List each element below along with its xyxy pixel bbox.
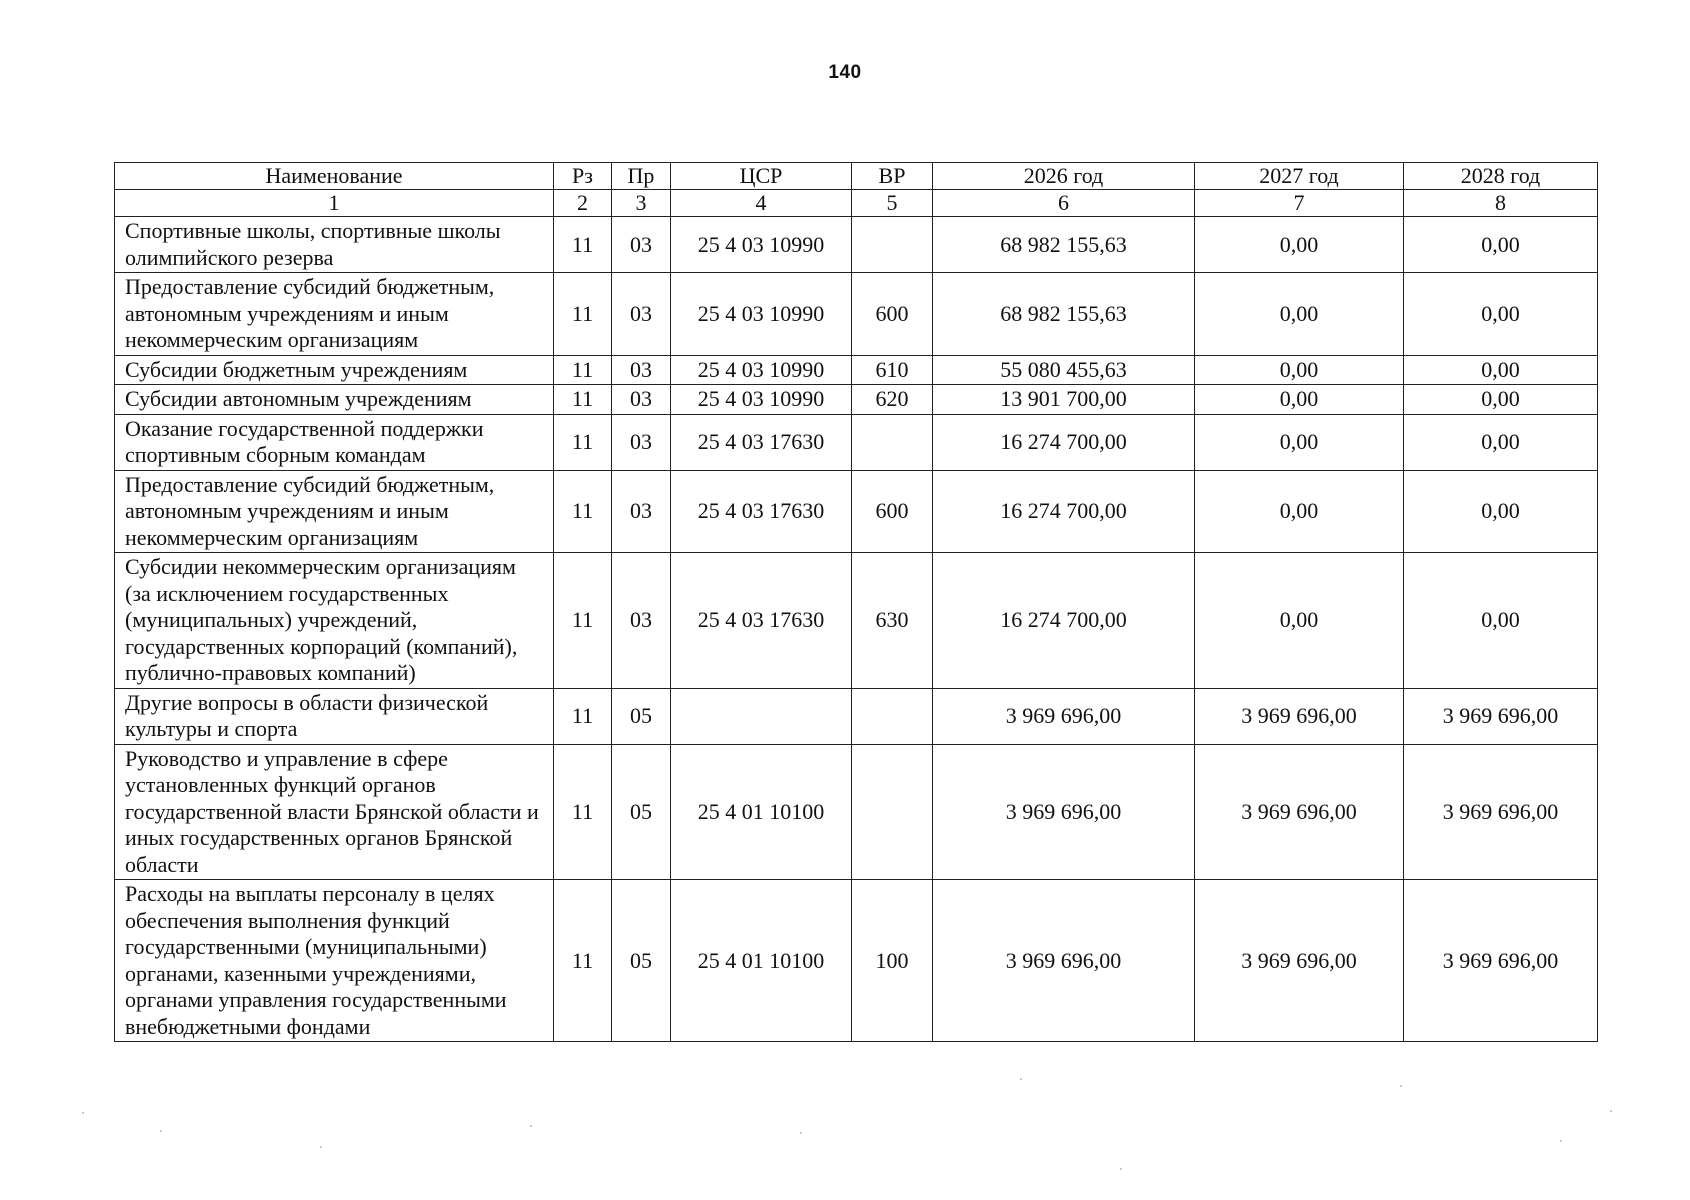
- header-pr: Пр: [612, 163, 671, 190]
- column-number: 7: [1195, 190, 1404, 217]
- row-pr: 05: [612, 744, 671, 880]
- row-amount-2026: 68 982 155,63: [933, 217, 1195, 273]
- row-vr: 600: [852, 470, 933, 553]
- row-vr: [852, 217, 933, 273]
- table-row: [115, 470, 1598, 553]
- row-amount-2027: 0,00: [1195, 355, 1404, 385]
- row-name: Руководство и управление в сфере установленных функций органов государственной власти Брянской области и иных государственных органов Брянской области: [115, 744, 554, 880]
- row-name: Предоставление субсидий бюджетным, автономным учреждениям и иным некоммерческим организациям: [115, 273, 554, 356]
- row-amount-2026: 3 969 696,00: [933, 688, 1195, 744]
- table-row: [115, 355, 1598, 385]
- header-row: [115, 163, 1598, 190]
- row-pr: 05: [612, 880, 671, 1042]
- row-amount-2027: 3 969 696,00: [1195, 688, 1404, 744]
- row-vr: 100: [852, 880, 933, 1042]
- scan-speck: [1560, 1140, 1562, 1142]
- row-pr: 03: [612, 470, 671, 553]
- row-amount-2028: 3 969 696,00: [1404, 744, 1598, 880]
- row-amount-2028: 0,00: [1404, 273, 1598, 356]
- table-row: [115, 744, 1598, 880]
- header-2027: 2027 год: [1195, 163, 1404, 190]
- row-csr: 25 4 01 10100: [671, 744, 852, 880]
- row-amount-2026: 13 901 700,00: [933, 385, 1195, 415]
- row-amount-2028: 0,00: [1404, 385, 1598, 415]
- table-row: [115, 385, 1598, 415]
- table-row: [115, 414, 1598, 470]
- row-rz: 11: [554, 880, 612, 1042]
- row-pr: 03: [612, 355, 671, 385]
- scan-speck: [160, 1130, 162, 1132]
- column-number: 8: [1404, 190, 1598, 217]
- row-vr: 610: [852, 355, 933, 385]
- row-pr: 03: [612, 553, 671, 689]
- row-pr: 03: [612, 385, 671, 415]
- table-row: [115, 688, 1598, 744]
- row-amount-2026: 3 969 696,00: [933, 880, 1195, 1042]
- scan-speck: [800, 1132, 802, 1134]
- row-rz: 11: [554, 385, 612, 415]
- row-csr: 25 4 03 17630: [671, 553, 852, 689]
- header-2028: 2028 год: [1404, 163, 1598, 190]
- row-rz: 11: [554, 217, 612, 273]
- row-rz: 11: [554, 273, 612, 356]
- row-rz: 11: [554, 414, 612, 470]
- row-csr: 25 4 03 10990: [671, 217, 852, 273]
- row-amount-2028: 3 969 696,00: [1404, 880, 1598, 1042]
- row-vr: 620: [852, 385, 933, 415]
- column-number-row: [115, 190, 1598, 217]
- row-vr: 630: [852, 553, 933, 689]
- column-number: 6: [933, 190, 1195, 217]
- scan-speck: [1120, 1168, 1122, 1170]
- column-number: 1: [115, 190, 554, 217]
- row-name: Расходы на выплаты персоналу в целях обеспечения выполнения функций государственными (муниципальными) органами, казенными учреждениями, органами управления государственными внебюджетными фондами: [115, 880, 554, 1042]
- row-name: Оказание государственной поддержки спортивным сборным командам: [115, 414, 554, 470]
- row-csr: 25 4 01 10100: [671, 880, 852, 1042]
- row-csr: 25 4 03 17630: [671, 414, 852, 470]
- row-amount-2028: 0,00: [1404, 553, 1598, 689]
- row-amount-2027: 3 969 696,00: [1195, 880, 1404, 1042]
- row-amount-2027: 0,00: [1195, 470, 1404, 553]
- row-pr: 03: [612, 414, 671, 470]
- header-rz: Рз: [554, 163, 612, 190]
- scan-speck: [82, 1112, 84, 1114]
- table-row: [115, 880, 1598, 1042]
- row-vr: 600: [852, 273, 933, 356]
- row-rz: 11: [554, 688, 612, 744]
- row-amount-2026: 3 969 696,00: [933, 744, 1195, 880]
- row-amount-2026: 16 274 700,00: [933, 470, 1195, 553]
- row-csr: [671, 688, 852, 744]
- row-name: Субсидии некоммерческим организациям (за исключением государственных (муниципальных) учреждений, государственных корпораций (компаний), публично-правовых компаний): [115, 553, 554, 689]
- row-amount-2028: 0,00: [1404, 355, 1598, 385]
- row-amount-2026: 55 080 455,63: [933, 355, 1195, 385]
- scan-speck: [530, 1125, 532, 1127]
- column-number: 4: [671, 190, 852, 217]
- row-csr: 25 4 03 10990: [671, 273, 852, 356]
- row-vr: [852, 688, 933, 744]
- row-amount-2026: 16 274 700,00: [933, 553, 1195, 689]
- scan-speck: [320, 1146, 322, 1148]
- row-rz: 11: [554, 470, 612, 553]
- row-pr: 03: [612, 273, 671, 356]
- row-amount-2026: 68 982 155,63: [933, 273, 1195, 356]
- table-row: [115, 553, 1598, 689]
- row-pr: 05: [612, 688, 671, 744]
- row-amount-2027: 0,00: [1195, 414, 1404, 470]
- row-name: Спортивные школы, спортивные школы олимпийского резерва: [115, 217, 554, 273]
- row-amount-2028: 3 969 696,00: [1404, 688, 1598, 744]
- scan-speck: [1400, 1085, 1402, 1087]
- row-amount-2028: 0,00: [1404, 470, 1598, 553]
- row-name: Субсидии автономным учреждениям: [115, 385, 554, 415]
- row-amount-2027: 0,00: [1195, 217, 1404, 273]
- row-csr: 25 4 03 17630: [671, 470, 852, 553]
- column-number: 3: [612, 190, 671, 217]
- budget-table: [114, 162, 1598, 1042]
- row-rz: 11: [554, 355, 612, 385]
- column-number: 5: [852, 190, 933, 217]
- table-row: [115, 217, 1598, 273]
- scan-speck: [1610, 1110, 1612, 1112]
- header-name: Наименование: [115, 163, 554, 190]
- row-amount-2027: 0,00: [1195, 385, 1404, 415]
- row-amount-2028: 0,00: [1404, 414, 1598, 470]
- row-amount-2028: 0,00: [1404, 217, 1598, 273]
- row-amount-2027: 0,00: [1195, 273, 1404, 356]
- row-amount-2027: 3 969 696,00: [1195, 744, 1404, 880]
- page-number: 140: [828, 62, 862, 83]
- header-vr: ВР: [852, 163, 933, 190]
- row-rz: 11: [554, 744, 612, 880]
- header-2026: 2026 год: [933, 163, 1195, 190]
- row-vr: [852, 744, 933, 880]
- row-name: Предоставление субсидий бюджетным, автономным учреждениям и иным некоммерческим организациям: [115, 470, 554, 553]
- row-csr: 25 4 03 10990: [671, 385, 852, 415]
- table-row: [115, 273, 1598, 356]
- row-rz: 11: [554, 553, 612, 689]
- row-vr: [852, 414, 933, 470]
- row-name: Другие вопросы в области физической культуры и спорта: [115, 688, 554, 744]
- row-csr: 25 4 03 10990: [671, 355, 852, 385]
- header-csr: ЦСР: [671, 163, 852, 190]
- row-pr: 03: [612, 217, 671, 273]
- row-name: Субсидии бюджетным учреждениям: [115, 355, 554, 385]
- row-amount-2027: 0,00: [1195, 553, 1404, 689]
- row-amount-2026: 16 274 700,00: [933, 414, 1195, 470]
- column-number: 2: [554, 190, 612, 217]
- scan-speck: [1020, 1078, 1022, 1080]
